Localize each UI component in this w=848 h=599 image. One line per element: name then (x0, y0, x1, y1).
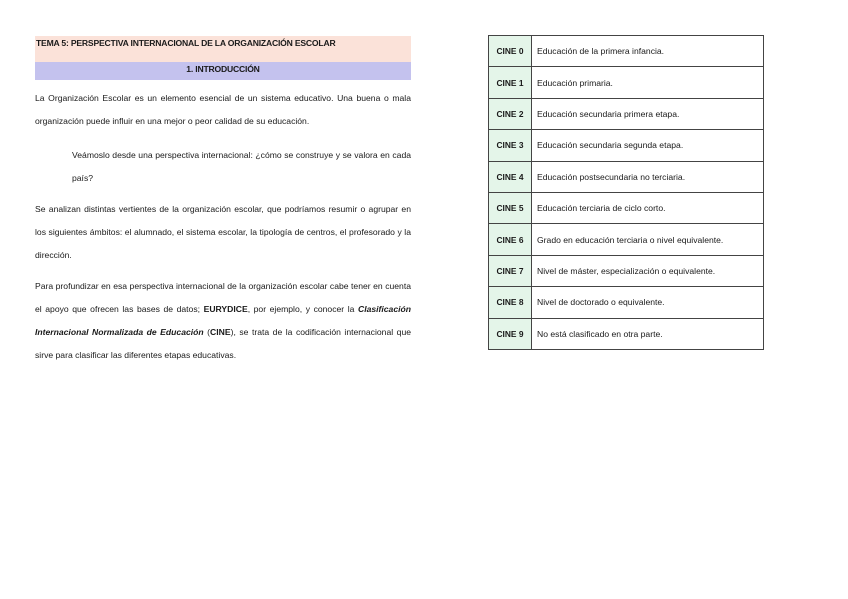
cine-code: CINE 3 (489, 130, 532, 161)
document-left-column (35, 36, 411, 367)
text-segment: Para profundizar en esa perspectiva internacional de la organización escolar cabe tener en cuenta el apoyo que ofrecen las bases de datos; (35, 281, 411, 314)
cine-code: CINE 8 (489, 287, 532, 318)
table-row (489, 287, 764, 318)
cine-description: Educación postsecundaria no terciaria. (532, 161, 764, 192)
table-row (489, 255, 764, 286)
quote-paragraph: Veámoslo desde una perspectiva internacional: ¿cómo se construye y se valora en cada país? (72, 150, 411, 183)
cine-description: Educación secundaria primera etapa. (532, 98, 764, 129)
text-segment: , por ejemplo, y conocer la (247, 304, 358, 314)
table-row (489, 318, 764, 349)
topic-title: TEMA 5: PERSPECTIVA INTERNACIONAL DE LA ORGANIZACIÓN ESCOLAR (35, 36, 411, 62)
text-segment: ), se trata de la codificación internacional que sirve para clasificar las diferentes etapas educativas. (35, 327, 412, 360)
areas-paragraph: Se analizan distintas vertientes de la organización escolar, que podríamos resumir o agrupar en los siguientes ámbitos: el alumnado, el sistema escolar, la tipología de centros, el profesorado y la dirección. (35, 204, 411, 260)
cine-abbreviation: CINE (210, 327, 231, 337)
databases-paragraph (35, 275, 411, 367)
cine-description: Nivel de doctorado o equivalente. (532, 287, 764, 318)
cine-full-name: Clasificación Internacional Normalizada de Educación (35, 304, 411, 337)
cine-table (488, 35, 764, 350)
cine-code: CINE 1 (489, 67, 532, 98)
cine-code: CINE 6 (489, 224, 532, 255)
cine-code: CINE 7 (489, 255, 532, 286)
table-row (489, 98, 764, 129)
cine-description: Educación terciaria de ciclo corto. (532, 192, 764, 223)
cine-code: CINE 4 (489, 161, 532, 192)
table-row (489, 130, 764, 161)
cine-code: CINE 5 (489, 192, 532, 223)
cine-description: Grado en educación terciaria o nivel equivalente. (532, 224, 764, 255)
cine-code: CINE 9 (489, 318, 532, 349)
cine-description: No está clasificado en otra parte. (532, 318, 764, 349)
text-segment: ( (203, 327, 211, 337)
cine-code: CINE 0 (489, 36, 532, 67)
table-row (489, 36, 764, 67)
cine-description: Educación secundaria segunda etapa. (532, 130, 764, 161)
eurydice-term: EURYDICE (203, 304, 248, 314)
table-row (489, 192, 764, 223)
table-row (489, 161, 764, 192)
section-title: 1. INTRODUCCIÓN (35, 62, 411, 80)
table-row (489, 224, 764, 255)
cine-description: Educación de la primera infancia. (532, 36, 764, 67)
cine-description: Educación primaria. (532, 67, 764, 98)
table-row (489, 67, 764, 98)
cine-code: CINE 2 (489, 98, 532, 129)
intro-paragraph: La Organización Escolar es un elemento esencial de un sistema educativo. Una buena o mala organización puede influir en una mejor o peor calidad de su educación. (35, 93, 411, 126)
cine-description: Nivel de máster, especialización o equivalente. (532, 255, 764, 286)
